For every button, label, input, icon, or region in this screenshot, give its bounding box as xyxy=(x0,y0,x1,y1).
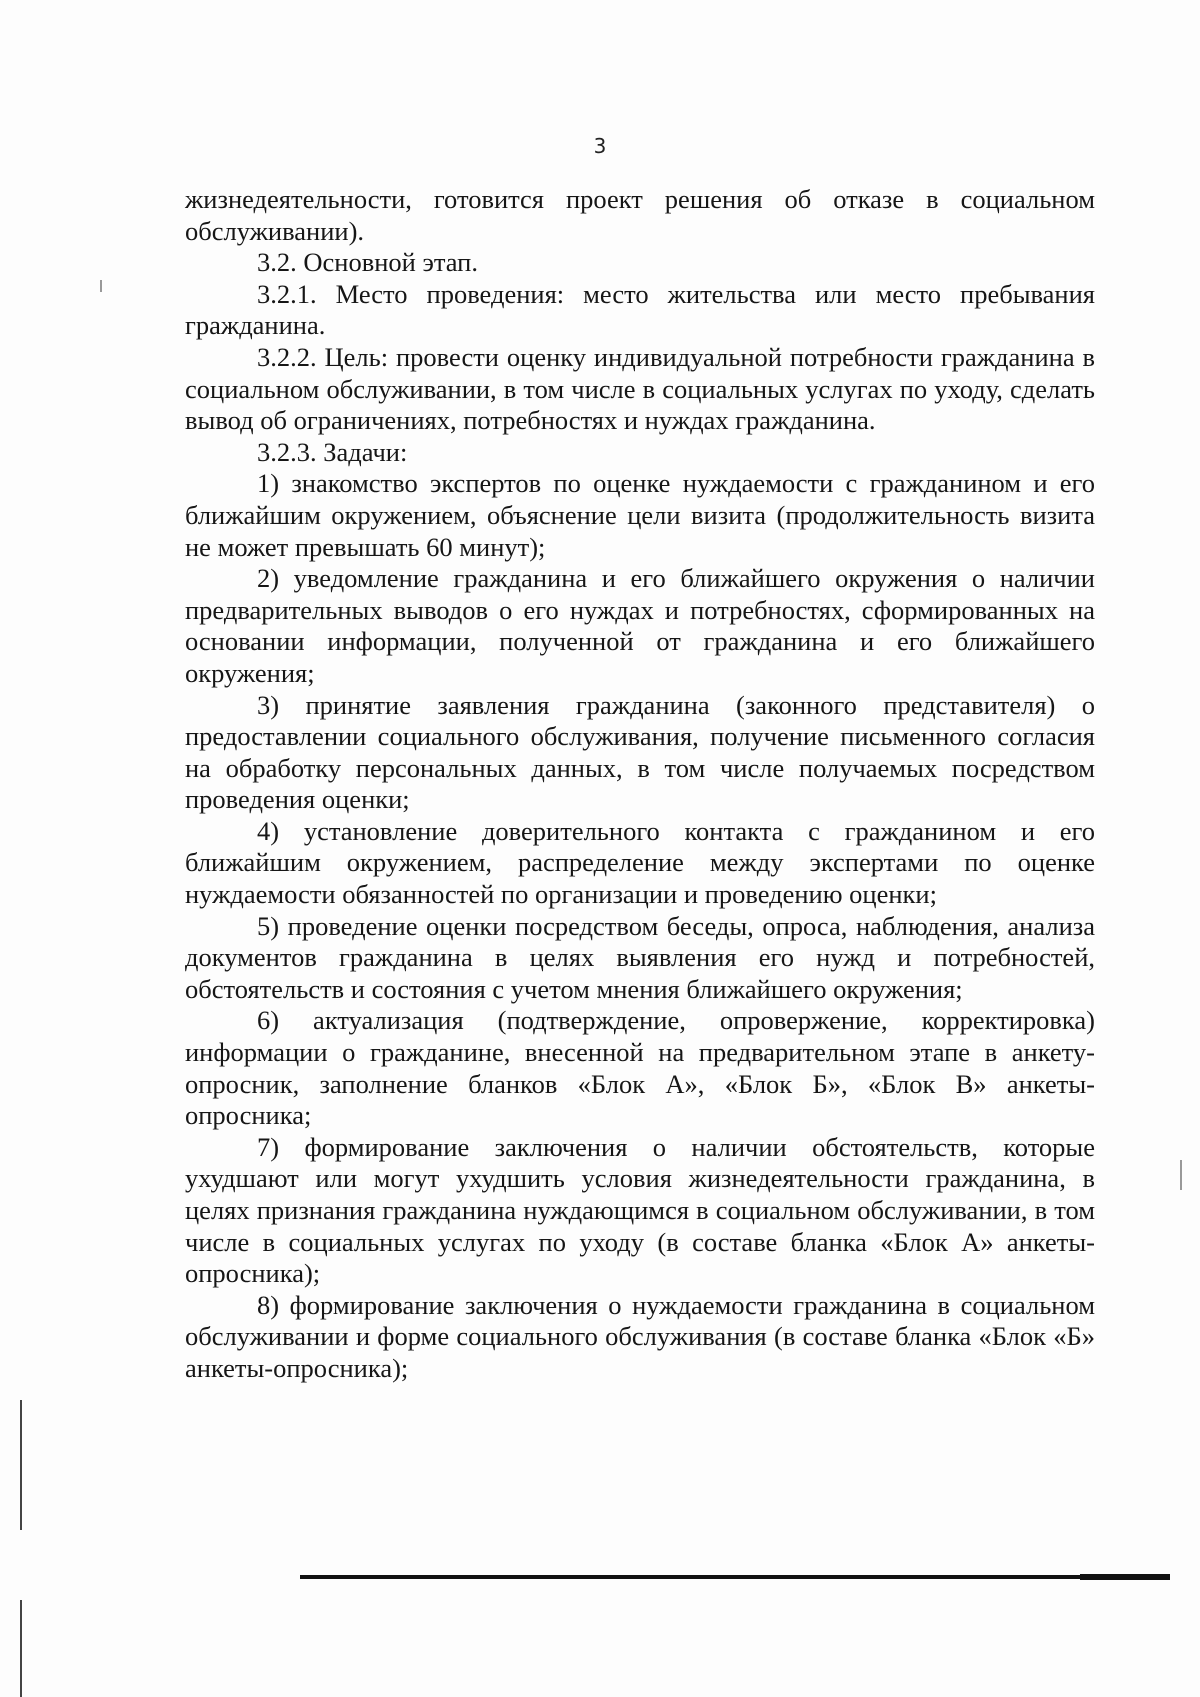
paragraph-continuation: жизнедеятельности, готовится проект решения об отказе в социальном обслуживании). xyxy=(185,184,1095,246)
paragraph-section-3-2-2: 3.2.2. Цель: провести оценку индивидуальной потребности гражданина в социальном обслуживании, в том числе в социальных услугах по уходу, сделать вывод об ограничениях, потребностях и нуждах гражданина. xyxy=(185,341,1095,436)
list-item-4: 4) установление доверительного контакта с гражданином и его ближайшим окружением, распределение между экспертами по оценке нуждаемости обязанностей по организации и проведению оценки; xyxy=(185,815,1095,910)
list-item-8: 8) формирование заключения о нуждаемости гражданина в социальном обслуживании и форме социального обслуживания (в составе бланка «Блок «Б» анкеты-опросника); xyxy=(185,1289,1095,1383)
list-item-1: 1) знакомство экспертов по оценке нуждаемости с гражданином и его ближайшим окружением, объяснение цели визита (продолжительность визита не может превышать 60 минут); xyxy=(185,468,1095,562)
paragraph-section-3-2-3: 3.2.3. Задачи: xyxy=(257,436,408,467)
scan-artifact-edge xyxy=(20,1600,22,1697)
page-number: 3 xyxy=(593,134,607,158)
paragraph-section-3-2: 3.2. Основной этап. xyxy=(257,247,478,278)
bottom-divider-line xyxy=(300,1575,1170,1579)
paragraph-section-3-2-1: 3.2.1. Место проведения: место жительства или место пребывания гражданина. xyxy=(185,278,1095,341)
bottom-divider-end xyxy=(1080,1574,1170,1580)
document-body xyxy=(185,184,1095,1385)
scan-artifact-edge xyxy=(20,1400,22,1530)
list-item-5: 5) проведение оценки посредством беседы, опроса, наблюдения, анализа документов гражданина в целях выявления его нужд и потребностей, обстоятельств и состояния с учетом мнения ближайшего окружения; xyxy=(185,910,1095,1004)
list-item-3: 3) принятие заявления гражданина (законного представителя) о предоставлении социального обслуживания, получение письменного согласия на обработку персональных данных, в том числе получаемых посредством проведения оценки; xyxy=(185,689,1095,815)
list-item-2: 2) уведомление гражданина и его ближайшего окружения о наличии предварительных выводов о его нуждах и потребностях, сформированных на основании информации, полученной от гражданина и его ближайшего окружения; xyxy=(185,563,1095,688)
scan-artifact-mark xyxy=(1180,1160,1182,1190)
scan-artifact-mark xyxy=(100,280,102,292)
list-item-7: 7) формирование заключения о наличии обстоятельств, которые ухудшают или могут ухудшить условия жизнедеятельности гражданина, в целях признания гражданина нуждающимся в социальном обслуживании, в том числе в социальных услугах по уходу (в составе бланка «Блок А» анкеты-опросника); xyxy=(185,1131,1095,1289)
list-item-6: 6) актуализация (подтверждение, опровержение, корректировка) информации о гражданине, внесенной на предварительном этапе в анкету-опросник, заполнение бланков «Блок А», «Блок Б», «Блок В» анкеты-опросника; xyxy=(185,1005,1095,1131)
